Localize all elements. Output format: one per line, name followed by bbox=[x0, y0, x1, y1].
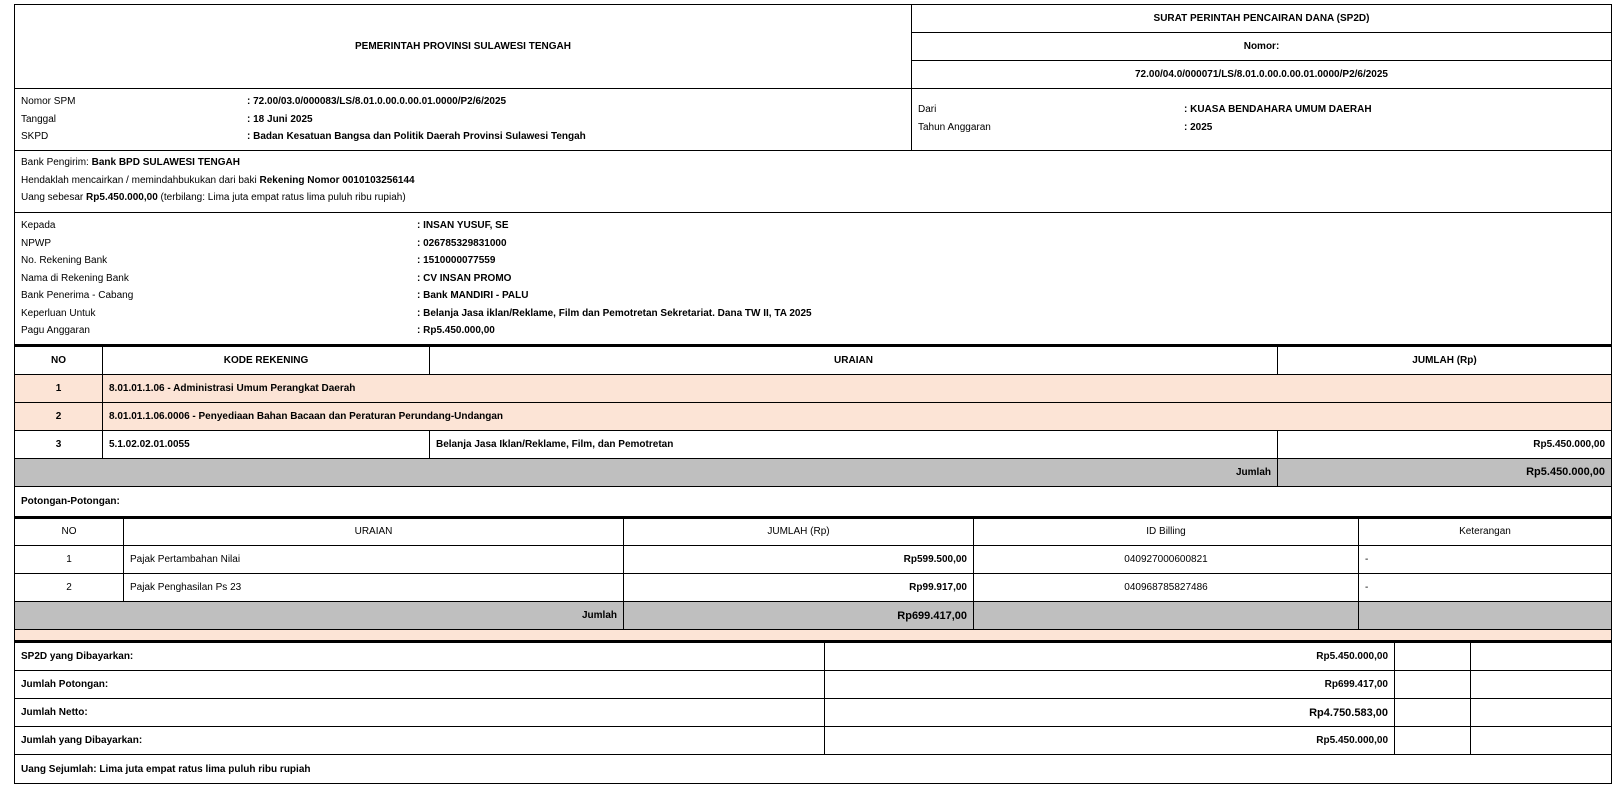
penerima-label: Bank Penerima - Cabang bbox=[21, 290, 134, 302]
total-row bbox=[15, 602, 1612, 630]
summary-label: Jumlah yang Dibayarkan: bbox=[15, 727, 825, 755]
empty-cell bbox=[1395, 643, 1471, 671]
column-header: ID Billing bbox=[974, 518, 1359, 546]
table-row bbox=[15, 374, 1612, 402]
bank-section bbox=[14, 151, 1612, 213]
penerima-label: Keperluan Untuk bbox=[21, 307, 96, 319]
row-jumlah: Rp99.917,00 bbox=[624, 574, 974, 602]
table-row bbox=[15, 402, 1612, 430]
tahun-anggaran-value: : 2025 bbox=[1184, 121, 1213, 133]
column-header: NO bbox=[15, 346, 103, 374]
nomor-spm-label: Nomor SPM bbox=[21, 96, 76, 108]
penerima-value: : INSAN YUSUF, SE bbox=[417, 220, 509, 232]
spm-section bbox=[14, 89, 1612, 151]
rekening-table bbox=[14, 345, 1612, 487]
column-header: NO bbox=[15, 518, 124, 546]
uang-sebesar-value: Rp5.450.000,00 bbox=[86, 192, 158, 204]
penerima-value: : 1510000077559 bbox=[417, 255, 496, 267]
penerima-label: Pagu Anggaran bbox=[21, 325, 90, 337]
separator-band bbox=[14, 630, 1612, 642]
row-keterangan: - bbox=[1359, 546, 1612, 574]
row-no: 1 bbox=[15, 546, 124, 574]
total-label: Jumlah bbox=[15, 458, 1278, 486]
potongan-title bbox=[14, 487, 1612, 517]
total-value: Rp5.450.000,00 bbox=[1278, 458, 1612, 486]
header-table bbox=[14, 4, 1612, 89]
skpd-label: SKPD bbox=[21, 131, 49, 143]
dari-value: : KUASA BENDAHARA UMUM DAERAH bbox=[1184, 104, 1372, 116]
summary-value: Rp5.450.000,00 bbox=[825, 643, 1395, 671]
summary-row bbox=[15, 699, 1612, 727]
penerima-value: : Rp5.450.000,00 bbox=[417, 325, 495, 337]
uang-sejumlah-row bbox=[15, 755, 1612, 784]
empty-cell bbox=[974, 602, 1359, 630]
skpd-value: : Badan Kesatuan Bangsa dan Politik Daerah Provinsi Sulawesi Tengah bbox=[247, 131, 586, 143]
tahun-anggaran-label: Tahun Anggaran bbox=[918, 121, 991, 133]
empty-cell bbox=[1395, 727, 1471, 755]
column-header: URAIAN bbox=[430, 346, 1278, 374]
penerima-value: : Belanja Jasa iklan/Reklame, Film dan Pemotretan Sekretariat. Dana TW II, TA 2025 bbox=[417, 307, 812, 319]
instruksi-text: Hendaklah mencairkan / memindahbukukan dari baki bbox=[21, 174, 257, 186]
penerima-label: No. Rekening Bank bbox=[21, 255, 108, 267]
column-header: Keterangan bbox=[1359, 518, 1612, 546]
row-uraian: Pajak Pertambahan Nilai bbox=[124, 546, 624, 574]
potongan-title-text: Potongan-Potongan: bbox=[21, 495, 120, 507]
summary-value: Rp5.450.000,00 bbox=[825, 727, 1395, 755]
spm-right bbox=[912, 89, 1611, 150]
uang-sejumlah: Uang Sejumlah: Lima juta empat ratus lima puluh ribu rupiah bbox=[15, 755, 1612, 784]
summary-label: SP2D yang Dibayarkan: bbox=[15, 643, 825, 671]
table-row bbox=[15, 430, 1612, 458]
row-kode: 8.01.01.1.06 - Administrasi Umum Perangkat Daerah bbox=[103, 374, 1612, 402]
empty-cell bbox=[1395, 699, 1471, 727]
column-header: JUMLAH (Rp) bbox=[624, 518, 974, 546]
dari-label: Dari bbox=[918, 104, 937, 116]
uang-sebesar-label: Uang sebesar bbox=[21, 192, 84, 204]
bank-pengirim-label: Bank Pengirim: bbox=[21, 157, 89, 169]
penerima-label: Nama di Rekening Bank bbox=[21, 272, 129, 284]
penerima-section bbox=[14, 213, 1612, 345]
nomor-label: Nomor: bbox=[912, 33, 1612, 61]
row-uraian: Belanja Jasa Iklan/Reklame, Film, dan Pemotretan bbox=[430, 430, 1278, 458]
row-jumlah: Rp5.450.000,00 bbox=[1278, 430, 1612, 458]
penerima-label: NPWP bbox=[21, 237, 51, 249]
column-header: URAIAN bbox=[124, 518, 624, 546]
penerima-value: : Bank MANDIRI - PALU bbox=[417, 290, 529, 302]
summary-table bbox=[14, 642, 1612, 784]
summary-value: Rp4.750.583,00 bbox=[825, 699, 1395, 727]
summary-row bbox=[15, 671, 1612, 699]
column-header: KODE REKENING bbox=[103, 346, 430, 374]
row-no: 2 bbox=[15, 574, 124, 602]
summary-label: Jumlah Potongan: bbox=[15, 671, 825, 699]
tanggal-label: Tanggal bbox=[21, 113, 57, 125]
government-title: PEMERINTAH PROVINSI SULAWESI TENGAH bbox=[15, 5, 912, 89]
document-title: SURAT PERINTAH PENCAIRAN DANA (SP2D) bbox=[912, 5, 1612, 33]
total-label: Jumlah bbox=[15, 602, 624, 630]
summary-value: Rp699.417,00 bbox=[825, 671, 1395, 699]
summary-label: Jumlah Netto: bbox=[15, 699, 825, 727]
row-id-billing: 040968785827486 bbox=[974, 574, 1359, 602]
row-kode: 8.01.01.1.06.0006 - Penyediaan Bahan Bacaan dan Peraturan Perundang-Undangan bbox=[103, 402, 1612, 430]
total-row bbox=[15, 458, 1612, 486]
column-header: JUMLAH (Rp) bbox=[1278, 346, 1612, 374]
empty-cell bbox=[1471, 643, 1612, 671]
row-no: 3 bbox=[15, 430, 103, 458]
row-no: 2 bbox=[15, 402, 103, 430]
row-kode: 5.1.02.02.01.0055 bbox=[103, 430, 430, 458]
row-id-billing: 040927000600821 bbox=[974, 546, 1359, 574]
total-value: Rp699.417,00 bbox=[624, 602, 974, 630]
summary-row bbox=[15, 727, 1612, 755]
nomor-spm-value: : 72.00/03.0/000083/LS/8.01.0.00.0.00.01.0000/P2/6/2025 bbox=[247, 96, 507, 108]
spm-left bbox=[15, 89, 912, 150]
row-jumlah: Rp599.500,00 bbox=[624, 546, 974, 574]
bank-pengirim-value: Bank BPD SULAWESI TENGAH bbox=[91, 157, 240, 169]
tanggal-value: : 18 Juni 2025 bbox=[247, 113, 313, 125]
empty-cell bbox=[1359, 602, 1612, 630]
table-row bbox=[15, 546, 1612, 574]
row-keterangan: - bbox=[1359, 574, 1612, 602]
row-uraian: Pajak Penghasilan Ps 23 bbox=[124, 574, 624, 602]
penerima-label: Kepada bbox=[21, 220, 56, 232]
empty-cell bbox=[1471, 671, 1612, 699]
potongan-table bbox=[14, 517, 1612, 631]
nomor-value: 72.00/04.0/000071/LS/8.01.0.00.0.00.01.0000/P2/6/2025 bbox=[912, 61, 1612, 89]
rekening-nomor: Rekening Nomor 0010103256144 bbox=[259, 174, 415, 186]
table-row bbox=[15, 574, 1612, 602]
terbilang-text: (terbilang: Lima juta empat ratus lima puluh ribu rupiah) bbox=[160, 192, 406, 204]
sp2d-document bbox=[14, 4, 1612, 784]
empty-cell bbox=[1471, 699, 1612, 727]
empty-cell bbox=[1395, 671, 1471, 699]
row-no: 1 bbox=[15, 374, 103, 402]
summary-row bbox=[15, 643, 1612, 671]
penerima-value: : CV INSAN PROMO bbox=[417, 272, 512, 284]
empty-cell bbox=[1471, 727, 1612, 755]
penerima-value: : 026785329831000 bbox=[417, 237, 507, 249]
